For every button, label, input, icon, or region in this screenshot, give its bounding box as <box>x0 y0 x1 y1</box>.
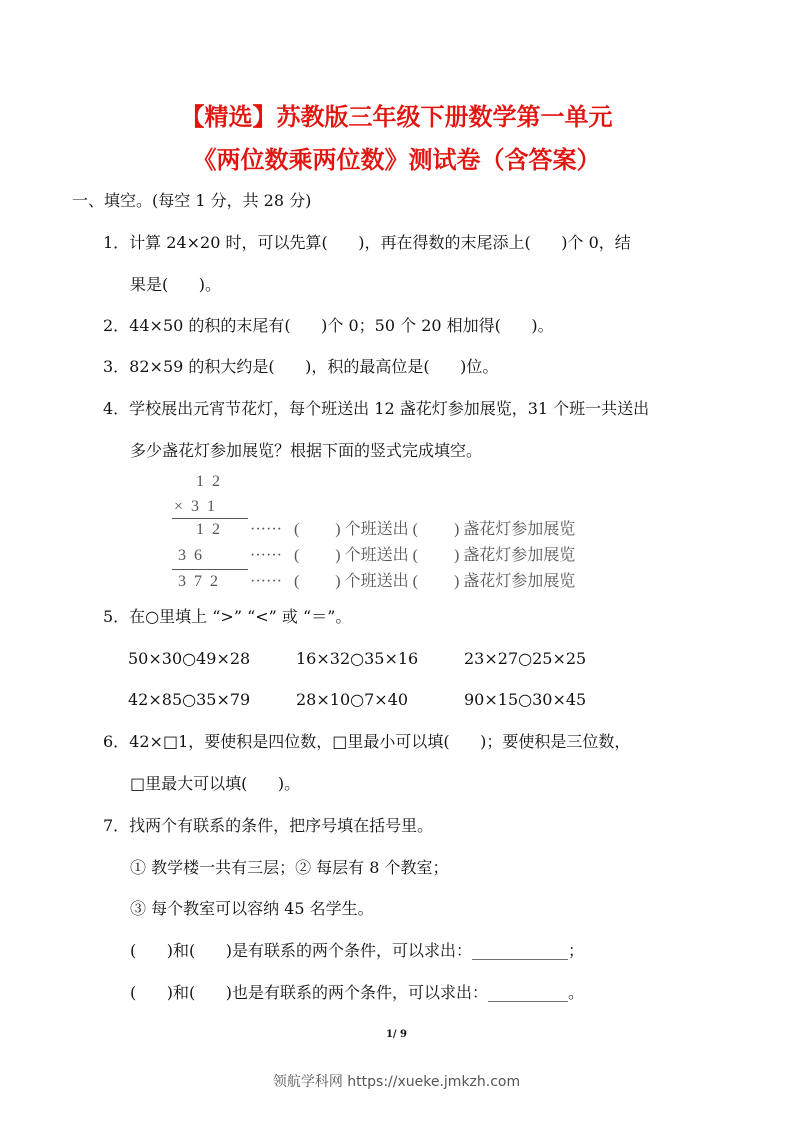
divider <box>172 518 248 519</box>
vm-row: × 3 1 <box>174 498 216 515</box>
page-number: 1/ 9 <box>385 1029 408 1040</box>
divider <box>172 569 248 570</box>
vm-row: 3 7 2 <box>178 573 218 590</box>
vm-fill-text: ······ ( ) 个班送出 ( ) 盏花灯参加展览 <box>250 547 576 564</box>
vm-row: 1 2 <box>188 473 220 490</box>
q7-line2: ① 教学楼一共有三层；② 每层有 8 个教室； <box>130 858 449 877</box>
q7-line3: ③ 每个教室可以容纳 45 名学生。 <box>130 899 374 918</box>
q5-line1: 5．在○里填上 “>” “<” 或 “＝”。 <box>103 607 352 626</box>
compare-item: 90×15○30×45 <box>464 690 587 709</box>
vm-row: 1 2 <box>180 521 220 538</box>
compare-item: 28×10○7×40 <box>296 690 409 709</box>
q7-line4: ( )和( )是有联系的两个条件，可以求出：____________； <box>130 941 585 960</box>
vm-fill-text: ······ ( ) 个班送出 ( ) 盏花灯参加展览 <box>250 573 576 590</box>
q4-line2: 多少盏花灯参加展览？根据下面的竖式完成填空。 <box>130 441 483 460</box>
q3: 3．82×59 的积大约是( )，积的最高位是( )位。 <box>103 357 499 376</box>
title-line-1: 【精选】苏教版三年级下册数学第一单元 <box>180 102 613 131</box>
vm-row: 3 6 <box>178 547 202 564</box>
q2: 2．44×50 的积的末尾有( )个 0；50 个 20 相加得( )。 <box>103 316 554 335</box>
compare-item: 42×85○35×79 <box>128 690 251 709</box>
compare-item: 23×27○25×25 <box>464 649 587 668</box>
q1-line2: 果是( )。 <box>130 275 222 294</box>
section-heading: 一、填空。(每空 1 分，共 28 分) <box>72 191 312 210</box>
q6-line1: 6．42×□1，要使积是四位数，□里最小可以填( )；要使积是三位数， <box>103 732 631 751</box>
q4-line1: 4．学校展出元宵节花灯，每个班送出 12 盏花灯参加展览，31 个班一共送出 <box>103 399 650 418</box>
vm-fill-text: ······ ( ) 个班送出 ( ) 盏花灯参加展览 <box>250 521 576 538</box>
q7-line1: 7．找两个有联系的条件，把序号填在括号里。 <box>103 816 434 835</box>
compare-item: 50×30○49×28 <box>128 649 251 668</box>
footer-watermark: 领航学科网 https://xueke.jmkzh.com <box>272 1074 521 1090</box>
compare-item: 16×32○35×16 <box>296 649 419 668</box>
title-line-2: 《两位数乘两位数》测试卷（含答案） <box>192 145 601 174</box>
q7-line5: ( )和( )也是有联系的两个条件，可以求出：__________。 <box>130 983 585 1002</box>
q6-line2: □里最大可以填( )。 <box>130 774 301 793</box>
q1-line1: 1．计算 24×20 时，可以先算( )，再在得数的末尾添上( )个 0，结 <box>103 233 631 252</box>
